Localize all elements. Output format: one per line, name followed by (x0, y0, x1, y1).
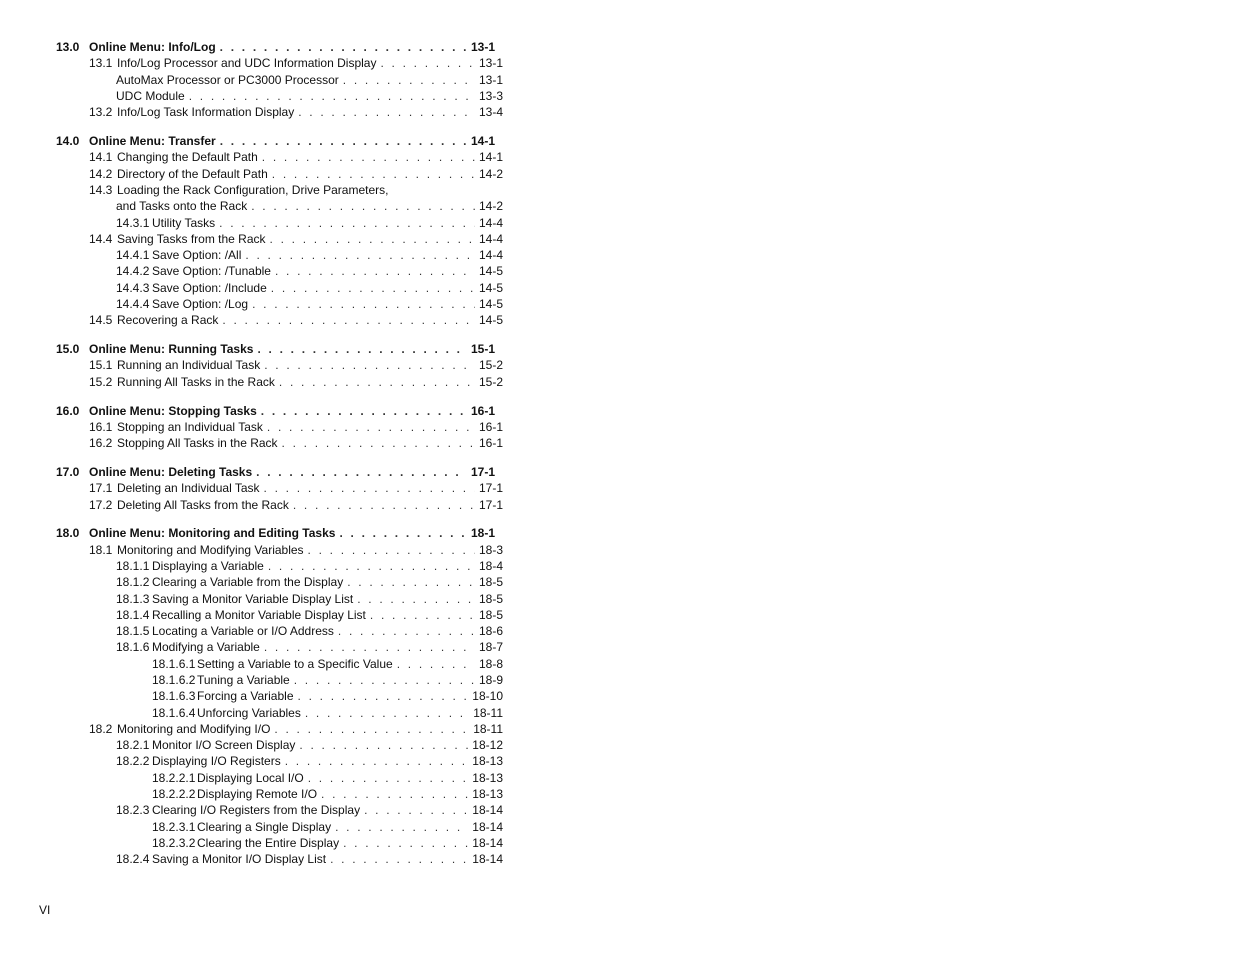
toc-number: 18.2.2 (116, 754, 150, 768)
toc-number: 15.0 (56, 342, 80, 356)
toc-title: Setting a Variable to a Specific Value (197, 657, 393, 671)
toc-number: 18.1.5 (116, 624, 150, 638)
toc-title: Tuning a Variable (197, 673, 290, 687)
toc-title: Clearing I/O Registers from the Display (152, 803, 361, 817)
toc-title: Info/Log Processor and UDC Information Display (117, 56, 377, 70)
toc-number: 16.1 (89, 420, 113, 434)
toc-page: 14-5 (478, 313, 503, 327)
toc-entry[interactable] (89, 149, 503, 165)
toc-number: 14.4.2 (116, 264, 150, 278)
toc-title: Save Option: /Tunable (152, 264, 271, 278)
toc-title: Loading the Rack Configuration, Drive Parameters, (117, 183, 389, 197)
toc-number: 18.2.2.2 (152, 787, 196, 801)
dot-leader (308, 770, 469, 786)
dot-leader (298, 688, 469, 704)
toc-number: 14.4 (89, 232, 113, 246)
toc-page: 18-7 (478, 640, 503, 654)
toc-page: 18-4 (478, 559, 503, 573)
toc-entry[interactable] (116, 263, 503, 279)
toc-entry[interactable] (89, 312, 503, 328)
toc-page: 15-2 (478, 375, 503, 389)
dot-leader (257, 341, 467, 357)
toc-number: 18.1 (89, 543, 113, 557)
toc-number: 14.3 (89, 183, 113, 197)
toc-page: 18-14 (472, 852, 503, 866)
toc-page: 18-14 (472, 820, 503, 834)
toc-entry[interactable] (89, 182, 503, 198)
dot-leader (338, 623, 475, 639)
toc-chapter[interactable] (56, 341, 503, 357)
toc-entry[interactable] (89, 55, 503, 71)
toc-entry[interactable] (89, 166, 503, 182)
toc-title: Info/Log Task Information Display (117, 105, 295, 119)
toc-page: 18-14 (472, 803, 503, 817)
toc-title: Online Menu: Deleting Tasks (89, 465, 253, 479)
toc-entry[interactable] (89, 542, 503, 558)
dot-leader (222, 312, 475, 328)
toc-entry[interactable] (89, 419, 503, 435)
toc-chapter[interactable] (56, 403, 503, 419)
toc-title: Modifying a Variable (152, 640, 260, 654)
toc-page: 18-3 (478, 543, 503, 557)
toc-page: 14-4 (478, 248, 503, 262)
toc-page: 14-5 (478, 297, 503, 311)
toc-entry[interactable] (116, 198, 503, 214)
toc-title: Utility Tasks (152, 216, 216, 230)
toc-number: 15.1 (89, 358, 113, 372)
toc-entry[interactable] (89, 104, 503, 120)
toc-number: 15.2 (89, 375, 113, 389)
toc-page: 18-11 (473, 722, 503, 736)
toc-title: Monitoring and Modifying Variables (117, 543, 304, 557)
toc-entry[interactable] (89, 480, 503, 496)
toc-title: Forcing a Variable (197, 689, 294, 703)
toc-entry[interactable] (116, 296, 503, 312)
toc-page: 18-6 (478, 624, 503, 638)
dot-leader (270, 231, 475, 247)
toc-number: 18.0 (56, 526, 80, 540)
toc-title: Changing the Default Path (117, 150, 258, 164)
toc-number: 14.3.1 (116, 216, 150, 230)
toc-number: 16.2 (89, 436, 113, 450)
toc-number: 18.1.6 (116, 640, 150, 654)
toc-entry[interactable] (116, 215, 503, 231)
toc-page: 18-5 (478, 575, 503, 589)
toc-title: Clearing the Entire Display (197, 836, 340, 850)
toc-title: Monitoring and Modifying I/O (117, 722, 271, 736)
toc-entry[interactable] (152, 786, 503, 802)
toc-title: Running All Tasks in the Rack (117, 375, 275, 389)
dot-leader (282, 435, 475, 451)
toc-number: 18.2.3 (116, 803, 150, 817)
dot-leader (279, 374, 475, 390)
toc-page: 13-1 (478, 73, 503, 87)
toc-title: Saving a Monitor Variable Display List (152, 592, 354, 606)
toc-page: 14-5 (478, 281, 503, 295)
toc-entry[interactable] (89, 435, 503, 451)
toc-number: 13.2 (89, 105, 113, 119)
toc-entry[interactable] (89, 231, 503, 247)
toc-title: Online Menu: Monitoring and Editing Tasks (89, 526, 336, 540)
dot-leader (219, 215, 475, 231)
toc-number: 16.0 (56, 404, 80, 418)
toc-number: 18.1.6.3 (152, 689, 196, 703)
toc-title: Save Option: /Log (152, 297, 249, 311)
toc-number: 18.1.2 (116, 575, 150, 589)
dot-leader (357, 591, 475, 607)
dot-leader (308, 542, 475, 558)
dot-leader (271, 280, 475, 296)
dot-leader (267, 419, 475, 435)
toc-page: 14-2 (478, 167, 503, 181)
toc-page: 16-1 (478, 420, 503, 434)
toc-title: Unforcing Variables (197, 706, 301, 720)
toc-page: 18-12 (472, 738, 503, 752)
toc-page: 18-5 (478, 608, 503, 622)
toc-entry[interactable] (152, 819, 503, 835)
toc-page: 18-8 (478, 657, 503, 671)
toc-page: 18-14 (472, 836, 503, 850)
toc-number: 14.2 (89, 167, 113, 181)
toc-page: 17-1 (471, 465, 496, 479)
toc-title: and Tasks onto the Rack (116, 199, 248, 213)
toc-title: Stopping an Individual Task (117, 420, 263, 434)
dot-leader (293, 497, 475, 513)
dot-leader (264, 639, 475, 655)
toc-chapter[interactable] (56, 464, 503, 480)
toc-number: 14.4.4 (116, 297, 150, 311)
toc-number: 18.2.4 (116, 852, 150, 866)
toc-title: Clearing a Single Display (197, 820, 332, 834)
dot-leader (264, 357, 475, 373)
toc-title: Displaying a Variable (152, 559, 264, 573)
dot-leader (364, 802, 468, 818)
dot-leader (305, 705, 469, 721)
toc-title: Deleting All Tasks from the Rack (117, 498, 289, 512)
toc-number: 18.1.6.2 (152, 673, 196, 687)
toc-page: 13-4 (478, 105, 503, 119)
dot-leader (261, 403, 467, 419)
toc-page: 16-1 (478, 436, 503, 450)
toc-chapter[interactable] (56, 39, 503, 55)
toc-title: UDC Module (116, 89, 185, 103)
toc-number: 18.1.1 (116, 559, 150, 573)
toc-entry[interactable] (89, 374, 503, 390)
toc-page: 18-5 (478, 592, 503, 606)
toc-title: Displaying I/O Registers (152, 754, 281, 768)
dot-leader (298, 104, 475, 120)
toc-entry[interactable] (152, 672, 503, 688)
dot-leader (299, 737, 468, 753)
toc-number: 18.1.6.1 (152, 657, 196, 671)
toc-number: 18.2.3.2 (152, 836, 196, 850)
toc-title: Save Option: /Include (152, 281, 267, 295)
toc-page: 14-5 (478, 264, 503, 278)
toc-number: 18.2 (89, 722, 113, 736)
toc-number: 18.1.3 (116, 592, 150, 606)
toc-number: 14.4.1 (116, 248, 150, 262)
toc-number: 13.1 (89, 56, 113, 70)
toc-entry[interactable] (116, 574, 503, 590)
toc-title: Displaying Local I/O (197, 771, 304, 785)
toc-page: 18-11 (473, 706, 503, 720)
dot-leader (189, 88, 475, 104)
toc-title: Locating a Variable or I/O Address (152, 624, 334, 638)
toc-entry[interactable] (152, 835, 503, 851)
toc-entry[interactable] (152, 705, 503, 721)
toc-number: 18.1.4 (116, 608, 150, 622)
toc-chapter[interactable] (56, 133, 503, 149)
dot-leader (251, 198, 475, 214)
dot-leader (339, 525, 467, 541)
toc-number: 18.2.1 (116, 738, 150, 752)
dot-leader (220, 39, 467, 55)
toc-page: 13-3 (478, 89, 503, 103)
toc-entry[interactable] (89, 357, 503, 373)
toc-page: 15-1 (471, 342, 496, 356)
toc-title: Clearing a Variable from the Display (152, 575, 344, 589)
dot-leader (343, 835, 468, 851)
toc-page: 17-1 (478, 498, 503, 512)
toc-page: 14-1 (471, 134, 496, 148)
toc-number: 13.0 (56, 40, 80, 54)
toc-number: 18.2.3.1 (152, 820, 196, 834)
toc-page: 18-13 (472, 771, 503, 785)
page-number: VI (39, 903, 51, 917)
toc-entry[interactable] (116, 623, 503, 639)
dot-leader (294, 672, 475, 688)
toc-title: Deleting an Individual Task (117, 481, 260, 495)
toc-entry[interactable] (116, 72, 503, 88)
toc-page: 18-9 (478, 673, 503, 687)
toc-entry[interactable] (116, 802, 503, 818)
dot-leader (268, 558, 475, 574)
toc-title: AutoMax Processor or PC3000 Processor (116, 73, 339, 87)
toc-number: 14.1 (89, 150, 113, 164)
toc-page: 17-1 (478, 481, 503, 495)
toc-page: 14-4 (478, 232, 503, 246)
dot-leader (252, 296, 475, 312)
toc-number: 14.5 (89, 313, 113, 327)
toc-entry[interactable] (116, 737, 503, 753)
dot-leader (343, 72, 475, 88)
dot-leader (370, 607, 475, 623)
dot-leader (285, 753, 469, 769)
toc-entry[interactable] (89, 721, 503, 737)
dot-leader (220, 133, 467, 149)
toc-entry[interactable] (152, 656, 503, 672)
toc-entry[interactable] (116, 558, 503, 574)
toc-entry[interactable] (116, 247, 503, 263)
toc-page: 13-1 (478, 56, 503, 70)
toc-entry[interactable] (116, 88, 503, 104)
toc-number: 17.1 (89, 481, 113, 495)
toc-entry[interactable] (116, 753, 503, 769)
dot-leader (245, 247, 475, 263)
toc-page: 14-1 (478, 150, 503, 164)
toc-number: 18.1.6.4 (152, 706, 196, 720)
toc-title: Online Menu: Running Tasks (89, 342, 254, 356)
toc-number: 17.0 (56, 465, 80, 479)
toc-entry[interactable] (116, 639, 503, 655)
toc-page: 13-1 (471, 40, 496, 54)
dot-leader (256, 464, 467, 480)
toc-page: 18-13 (472, 754, 503, 768)
toc-page: 15-2 (478, 358, 503, 372)
toc-title: Monitor I/O Screen Display (152, 738, 296, 752)
toc-title: Saving a Monitor I/O Display List (152, 852, 327, 866)
dot-leader (397, 656, 475, 672)
toc-entry[interactable] (116, 280, 503, 296)
dot-leader (321, 786, 468, 802)
toc-number: 14.4.3 (116, 281, 150, 295)
toc-title: Online Menu: Transfer (89, 134, 216, 148)
toc-entry[interactable] (152, 770, 503, 786)
dot-leader (380, 55, 475, 71)
toc-title: Displaying Remote I/O (197, 787, 318, 801)
toc-page: 18-10 (472, 689, 503, 703)
dot-leader (274, 721, 469, 737)
toc-title: Running an Individual Task (117, 358, 261, 372)
toc-title: Saving Tasks from the Rack (117, 232, 266, 246)
dot-leader (330, 851, 468, 867)
toc-title: Recovering a Rack (117, 313, 219, 327)
dot-leader (264, 480, 475, 496)
dot-leader (262, 149, 475, 165)
dot-leader (335, 819, 468, 835)
toc-title: Save Option: /All (152, 248, 242, 262)
toc-title: Online Menu: Info/Log (89, 40, 216, 54)
toc-page: 14-4 (478, 216, 503, 230)
dot-leader (347, 574, 475, 590)
toc-page: 18-13 (472, 787, 503, 801)
toc-page: 14-2 (478, 199, 503, 213)
dot-leader (275, 263, 475, 279)
toc-number: 17.2 (89, 498, 113, 512)
toc-title: Directory of the Default Path (117, 167, 268, 181)
toc-page: 18-1 (471, 526, 496, 540)
toc-number: 14.0 (56, 134, 80, 148)
dot-leader (272, 166, 475, 182)
toc-chapter[interactable] (56, 525, 503, 541)
toc-number: 18.2.2.1 (152, 771, 196, 785)
toc-entry[interactable] (116, 591, 503, 607)
toc-entry[interactable] (116, 607, 503, 623)
toc-title: Stopping All Tasks in the Rack (117, 436, 278, 450)
toc-title: Recalling a Monitor Variable Display List (152, 608, 366, 622)
toc-entry[interactable] (89, 497, 503, 513)
toc-title: Online Menu: Stopping Tasks (89, 404, 257, 418)
toc-page: 16-1 (471, 404, 496, 418)
toc-entry[interactable] (152, 688, 503, 704)
toc-entry[interactable] (116, 851, 503, 867)
